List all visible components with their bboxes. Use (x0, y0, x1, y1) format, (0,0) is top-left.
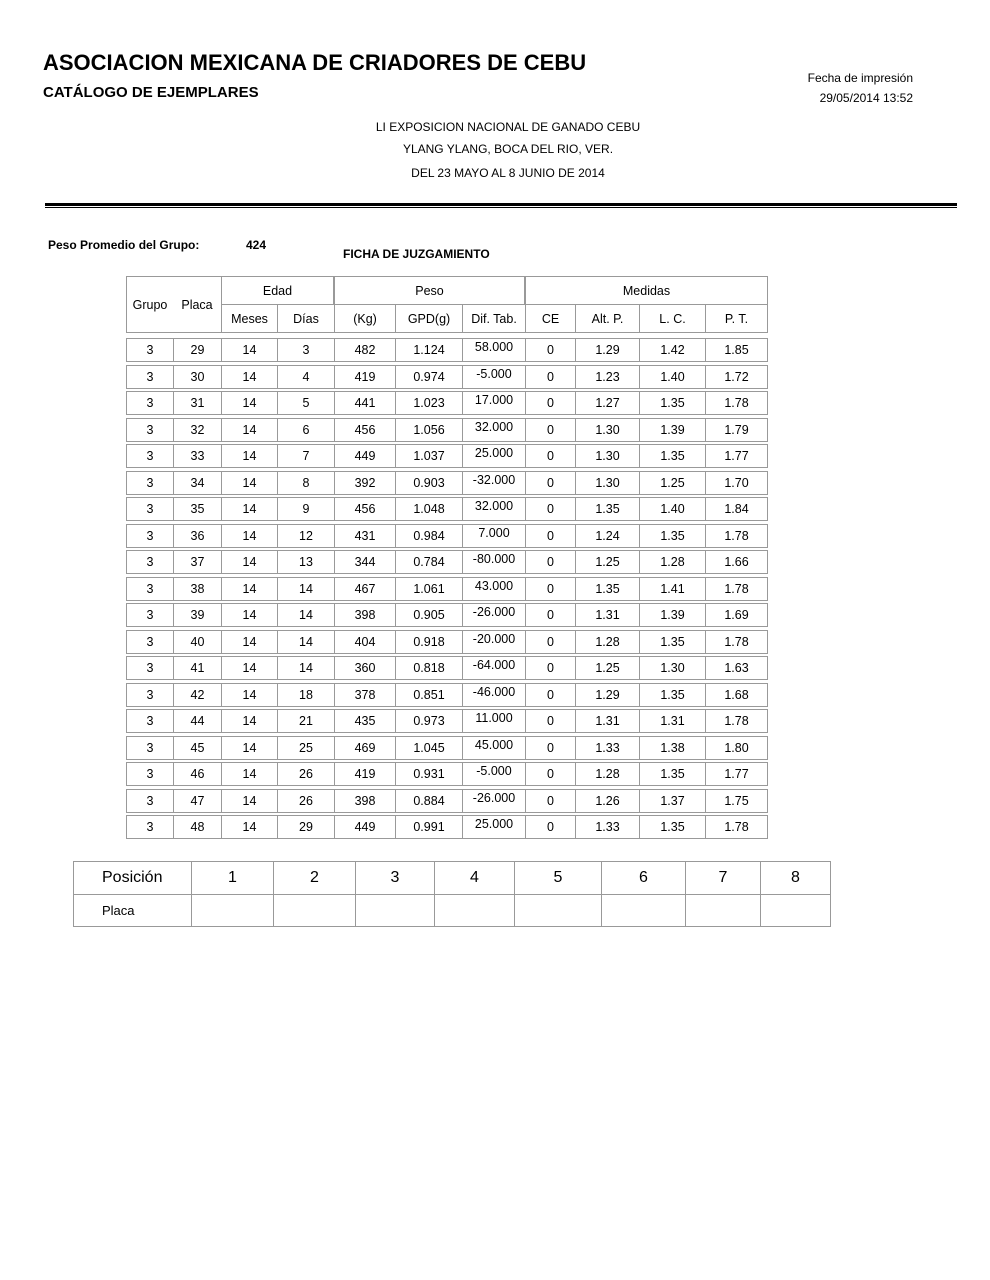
cell-dias: 14 (277, 603, 334, 627)
cell-lc: 1.31 (639, 709, 705, 733)
cell-meses: 14 (221, 656, 277, 680)
cell-kg: 419 (334, 365, 395, 389)
cell-dias: 13 (277, 550, 334, 574)
cell-ce: 0 (525, 683, 575, 707)
col-lc: L. C. (639, 305, 705, 333)
cell-meses: 14 (221, 444, 277, 468)
cell-lc: 1.40 (639, 497, 705, 521)
cell-meses: 14 (221, 630, 277, 654)
cell-dias: 14 (277, 577, 334, 601)
cell-dias: 12 (277, 524, 334, 548)
cell-meses: 14 (221, 524, 277, 548)
cell-dias: 26 (277, 762, 334, 786)
cell-ce: 0 (525, 603, 575, 627)
cell-dias: 25 (277, 736, 334, 760)
cell-grupo: 3 (126, 815, 173, 839)
cell-pt: 1.84 (705, 497, 768, 521)
cell-placa: 38 (173, 577, 221, 601)
cell-ce: 0 (525, 789, 575, 813)
cell-dias: 4 (277, 365, 334, 389)
cell-dif (462, 524, 525, 548)
cell-grupo: 3 (126, 736, 173, 760)
cell-altp: 1.28 (575, 630, 639, 654)
cell-ce: 0 (525, 815, 575, 839)
cell-lc: 1.35 (639, 683, 705, 707)
cell-dif-value: 25.000 (474, 446, 514, 460)
cell-placa: 42 (173, 683, 221, 707)
cell-lc: 1.42 (639, 338, 705, 362)
col-placa: Placa (173, 276, 221, 333)
table-row (126, 471, 768, 495)
position-label: Posición (74, 862, 192, 895)
cell-kg: 392 (334, 471, 395, 495)
cell-pt: 1.72 (705, 365, 768, 389)
cell-altp: 1.29 (575, 338, 639, 362)
cell-dif (462, 338, 525, 362)
cell-dif-value: -80.000 (472, 552, 516, 566)
cell-altp: 1.33 (575, 815, 639, 839)
cell-dif (462, 418, 525, 442)
cell-gpd: 0.851 (395, 683, 462, 707)
cell-placa: 32 (173, 418, 221, 442)
cell-pt: 1.78 (705, 524, 768, 548)
cell-gpd: 1.037 (395, 444, 462, 468)
cell-ce: 0 (525, 577, 575, 601)
cell-kg: 449 (334, 444, 395, 468)
cell-grupo: 3 (126, 762, 173, 786)
cell-gpd: 0.931 (395, 762, 462, 786)
cell-gpd: 0.973 (395, 709, 462, 733)
col-gpd: GPD(g) (395, 305, 462, 333)
cell-meses: 14 (221, 815, 277, 839)
cell-pt: 1.77 (705, 762, 768, 786)
cell-meses: 14 (221, 683, 277, 707)
cell-grupo: 3 (126, 497, 173, 521)
table-row (126, 338, 768, 362)
cell-dias: 5 (277, 391, 334, 415)
cell-grupo: 3 (126, 550, 173, 574)
cell-kg: 344 (334, 550, 395, 574)
table-body (126, 338, 768, 839)
cell-dias: 18 (277, 683, 334, 707)
cell-dias: 26 (277, 789, 334, 813)
cell-dif (462, 444, 525, 468)
cell-dif (462, 656, 525, 680)
cell-dif-value: 7.000 (478, 525, 510, 540)
cell-gpd: 1.048 (395, 497, 462, 521)
cell-dias: 21 (277, 709, 334, 733)
cell-dif (462, 683, 525, 707)
cell-gpd: 0.903 (395, 471, 462, 495)
cell-dif-value: 58.000 (474, 340, 514, 354)
table-row (126, 418, 768, 442)
cell-dif (462, 497, 525, 521)
cell-pt: 1.78 (705, 815, 768, 839)
cell-lc: 1.28 (639, 550, 705, 574)
cell-meses: 14 (221, 603, 277, 627)
cell-dif (462, 736, 525, 760)
plate-label: Placa (74, 895, 192, 927)
cell-altp: 1.23 (575, 365, 639, 389)
cell-pt: 1.68 (705, 683, 768, 707)
cell-pt: 1.85 (705, 338, 768, 362)
table-row (126, 365, 768, 389)
cell-altp: 1.30 (575, 418, 639, 442)
cell-dif (462, 391, 525, 415)
cell-ce: 0 (525, 338, 575, 362)
position-number: 6 (602, 862, 686, 895)
position-number: 5 (515, 862, 602, 895)
position-number: 7 (686, 862, 761, 895)
cell-dif (462, 762, 525, 786)
cell-meses: 14 (221, 471, 277, 495)
cell-ce: 0 (525, 471, 575, 495)
position-number: 1 (192, 862, 274, 895)
cell-gpd: 0.974 (395, 365, 462, 389)
cell-lc: 1.38 (639, 736, 705, 760)
table-row (126, 762, 768, 786)
cell-lc: 1.40 (639, 365, 705, 389)
judging-table (126, 276, 768, 839)
cell-pt: 1.78 (705, 577, 768, 601)
cell-dif-value: 43.000 (474, 578, 514, 593)
cell-altp: 1.27 (575, 391, 639, 415)
cell-lc: 1.41 (639, 577, 705, 601)
position-table (73, 861, 831, 927)
cell-dif (462, 815, 525, 839)
cell-dif-value: -5.000 (476, 366, 512, 381)
cell-dif-value: -32.000 (472, 472, 516, 487)
cell-pt: 1.66 (705, 550, 768, 574)
table-row (126, 391, 768, 415)
cell-placa: 40 (173, 630, 221, 654)
cell-dif-value: -46.000 (472, 684, 516, 699)
cell-altp: 1.31 (575, 603, 639, 627)
cell-altp: 1.35 (575, 577, 639, 601)
cell-dif-value: 32.000 (474, 499, 514, 513)
cell-placa: 39 (173, 603, 221, 627)
table-row (126, 603, 768, 627)
cell-grupo: 3 (126, 524, 173, 548)
cell-altp: 1.26 (575, 789, 639, 813)
col-grupo: Grupo (126, 276, 173, 333)
cell-lc: 1.25 (639, 471, 705, 495)
cell-dif-value: -20.000 (472, 631, 516, 646)
cell-lc: 1.35 (639, 391, 705, 415)
cell-ce: 0 (525, 365, 575, 389)
header-divider (45, 203, 957, 208)
cell-dif (462, 789, 525, 813)
cell-pt: 1.78 (705, 630, 768, 654)
cell-placa: 33 (173, 444, 221, 468)
col-ce: CE (525, 305, 575, 333)
cell-altp: 1.28 (575, 762, 639, 786)
cell-dif-value: -26.000 (472, 790, 516, 805)
cell-pt: 1.79 (705, 418, 768, 442)
position-number: 4 (435, 862, 515, 895)
cell-gpd: 0.918 (395, 630, 462, 654)
cell-kg: 431 (334, 524, 395, 548)
cell-placa: 34 (173, 471, 221, 495)
table-row (126, 709, 768, 733)
cell-grupo: 3 (126, 471, 173, 495)
cell-kg: 456 (334, 497, 395, 521)
cell-kg: 467 (334, 577, 395, 601)
cell-lc: 1.35 (639, 630, 705, 654)
cell-altp: 1.25 (575, 550, 639, 574)
cell-pt: 1.78 (705, 709, 768, 733)
cell-altp: 1.35 (575, 497, 639, 521)
cell-pt: 1.63 (705, 656, 768, 680)
col-meses: Meses (221, 305, 277, 333)
cell-placa: 47 (173, 789, 221, 813)
cell-grupo: 3 (126, 365, 173, 389)
cell-placa: 44 (173, 709, 221, 733)
col-dif: Dif. Tab. (462, 305, 525, 333)
table-row (126, 577, 768, 601)
cell-kg: 482 (334, 338, 395, 362)
avg-weight-label: Peso Promedio del Grupo: (48, 238, 200, 252)
cell-meses: 14 (221, 789, 277, 813)
table-row (126, 683, 768, 707)
cell-meses: 14 (221, 762, 277, 786)
cell-kg: 469 (334, 736, 395, 760)
cell-ce: 0 (525, 630, 575, 654)
cell-gpd: 0.884 (395, 789, 462, 813)
cell-kg: 378 (334, 683, 395, 707)
cell-kg: 398 (334, 789, 395, 813)
cell-meses: 14 (221, 338, 277, 362)
print-date-label: Fecha de impresión (807, 71, 913, 85)
cell-meses: 14 (221, 391, 277, 415)
event-dates: DEL 23 MAYO AL 8 JUNIO DE 2014 (411, 166, 605, 180)
table-row (126, 736, 768, 760)
cell-gpd: 1.045 (395, 736, 462, 760)
cell-ce: 0 (525, 524, 575, 548)
cell-pt: 1.77 (705, 444, 768, 468)
cell-dif-value: -64.000 (472, 658, 516, 672)
cell-dias: 6 (277, 418, 334, 442)
print-date-value: 29/05/2014 13:52 (819, 91, 913, 105)
cell-lc: 1.35 (639, 762, 705, 786)
cell-dif (462, 365, 525, 389)
position-number: 8 (761, 862, 831, 895)
cell-gpd: 0.818 (395, 656, 462, 680)
cell-gpd: 1.023 (395, 391, 462, 415)
cell-pt: 1.80 (705, 736, 768, 760)
cell-altp: 1.30 (575, 444, 639, 468)
cell-placa: 36 (173, 524, 221, 548)
group-edad: Edad (221, 276, 334, 305)
cell-dif (462, 630, 525, 654)
cell-grupo: 3 (126, 709, 173, 733)
cell-meses: 14 (221, 736, 277, 760)
cell-lc: 1.35 (639, 524, 705, 548)
cell-kg: 435 (334, 709, 395, 733)
cell-kg: 456 (334, 418, 395, 442)
cell-grupo: 3 (126, 603, 173, 627)
cell-grupo: 3 (126, 577, 173, 601)
cell-dias: 8 (277, 471, 334, 495)
cell-ce: 0 (525, 418, 575, 442)
avg-weight-value: 424 (246, 238, 267, 252)
plate-entry-cell[interactable] (435, 895, 515, 927)
col-dias: Días (277, 305, 334, 333)
cell-dif-value: 17.000 (474, 393, 514, 407)
table-row (126, 630, 768, 654)
cell-dif (462, 603, 525, 627)
cell-placa: 35 (173, 497, 221, 521)
cell-pt: 1.75 (705, 789, 768, 813)
cell-grupo: 3 (126, 683, 173, 707)
table-row (126, 444, 768, 468)
cell-ce: 0 (525, 736, 575, 760)
cell-grupo: 3 (126, 444, 173, 468)
cell-lc: 1.39 (639, 603, 705, 627)
plate-entry-cell[interactable] (761, 895, 831, 927)
cell-dif-value: -26.000 (472, 605, 516, 619)
cell-dias: 9 (277, 497, 334, 521)
cell-lc: 1.35 (639, 444, 705, 468)
cell-grupo: 3 (126, 789, 173, 813)
cell-dif-value: 45.000 (474, 737, 514, 752)
cell-placa: 41 (173, 656, 221, 680)
group-peso: Peso (334, 276, 525, 305)
cell-meses: 14 (221, 577, 277, 601)
table-row (126, 497, 768, 521)
plate-entry-cell[interactable] (356, 895, 435, 927)
cell-pt: 1.78 (705, 391, 768, 415)
cell-meses: 14 (221, 365, 277, 389)
cell-gpd: 0.905 (395, 603, 462, 627)
cell-kg: 441 (334, 391, 395, 415)
cell-placa: 31 (173, 391, 221, 415)
cell-ce: 0 (525, 391, 575, 415)
cell-dif-value: -5.000 (476, 764, 512, 778)
cell-placa: 48 (173, 815, 221, 839)
cell-dias: 14 (277, 630, 334, 654)
cell-dias: 3 (277, 338, 334, 362)
cell-pt: 1.69 (705, 603, 768, 627)
cell-gpd: 0.984 (395, 524, 462, 548)
cell-lc: 1.37 (639, 789, 705, 813)
event-name: LI EXPOSICION NACIONAL DE GANADO CEBU (375, 120, 641, 134)
plate-entry-cell[interactable] (686, 895, 761, 927)
cell-dif-value: 25.000 (474, 817, 514, 831)
cell-dif-value: 11.000 (475, 711, 513, 725)
cell-meses: 14 (221, 418, 277, 442)
position-number: 3 (356, 862, 435, 895)
cell-gpd: 1.061 (395, 577, 462, 601)
cell-kg: 419 (334, 762, 395, 786)
plate-entry-cell[interactable] (274, 895, 356, 927)
cell-altp: 1.24 (575, 524, 639, 548)
cell-ce: 0 (525, 497, 575, 521)
cell-dif (462, 577, 525, 601)
table-row (126, 524, 768, 548)
cell-kg: 449 (334, 815, 395, 839)
cell-dif-value: 32.000 (474, 419, 514, 434)
cell-ce: 0 (525, 444, 575, 468)
cell-ce: 0 (525, 709, 575, 733)
cell-kg: 404 (334, 630, 395, 654)
cell-ce: 0 (525, 550, 575, 574)
cell-meses: 14 (221, 709, 277, 733)
cell-lc: 1.39 (639, 418, 705, 442)
position-number: 2 (274, 862, 356, 895)
cell-ce: 0 (525, 762, 575, 786)
catalog-title: CATÁLOGO DE EJEMPLARES (43, 84, 259, 101)
cell-gpd: 0.784 (395, 550, 462, 574)
group-medidas: Medidas (525, 276, 768, 305)
cell-lc: 1.35 (639, 815, 705, 839)
plate-entry-cell[interactable] (515, 895, 602, 927)
col-kg: (Kg) (334, 305, 395, 333)
col-pt: P. T. (705, 305, 768, 333)
cell-meses: 14 (221, 550, 277, 574)
plate-entry-cell[interactable] (192, 895, 274, 927)
cell-placa: 46 (173, 762, 221, 786)
cell-altp: 1.29 (575, 683, 639, 707)
cell-grupo: 3 (126, 418, 173, 442)
table-row (126, 656, 768, 680)
cell-altp: 1.33 (575, 736, 639, 760)
table-row (126, 550, 768, 574)
cell-placa: 45 (173, 736, 221, 760)
cell-meses: 14 (221, 497, 277, 521)
cell-placa: 29 (173, 338, 221, 362)
cell-kg: 398 (334, 603, 395, 627)
cell-placa: 37 (173, 550, 221, 574)
cell-dias: 29 (277, 815, 334, 839)
cell-dias: 14 (277, 656, 334, 680)
cell-dias: 7 (277, 444, 334, 468)
cell-pt: 1.70 (705, 471, 768, 495)
cell-gpd: 1.124 (395, 338, 462, 362)
cell-grupo: 3 (126, 656, 173, 680)
event-place: YLANG YLANG, BOCA DEL RIO, VER. (402, 142, 614, 156)
cell-grupo: 3 (126, 338, 173, 362)
cell-grupo: 3 (126, 630, 173, 654)
plate-entry-cell[interactable] (602, 895, 686, 927)
form-title: FICHA DE JUZGAMIENTO (343, 247, 490, 261)
cell-altp: 1.30 (575, 471, 639, 495)
cell-dif (462, 471, 525, 495)
cell-lc: 1.30 (639, 656, 705, 680)
table-row (126, 815, 768, 839)
cell-placa: 30 (173, 365, 221, 389)
cell-kg: 360 (334, 656, 395, 680)
table-row (126, 789, 768, 813)
cell-gpd: 1.056 (395, 418, 462, 442)
cell-ce: 0 (525, 656, 575, 680)
cell-altp: 1.31 (575, 709, 639, 733)
cell-gpd: 0.991 (395, 815, 462, 839)
organization-title: ASOCIACION MEXICANA DE CRIADORES DE CEBU (43, 50, 587, 75)
cell-altp: 1.25 (575, 656, 639, 680)
cell-dif (462, 709, 525, 733)
col-altp: Alt. P. (575, 305, 639, 333)
cell-dif (462, 550, 525, 574)
cell-grupo: 3 (126, 391, 173, 415)
